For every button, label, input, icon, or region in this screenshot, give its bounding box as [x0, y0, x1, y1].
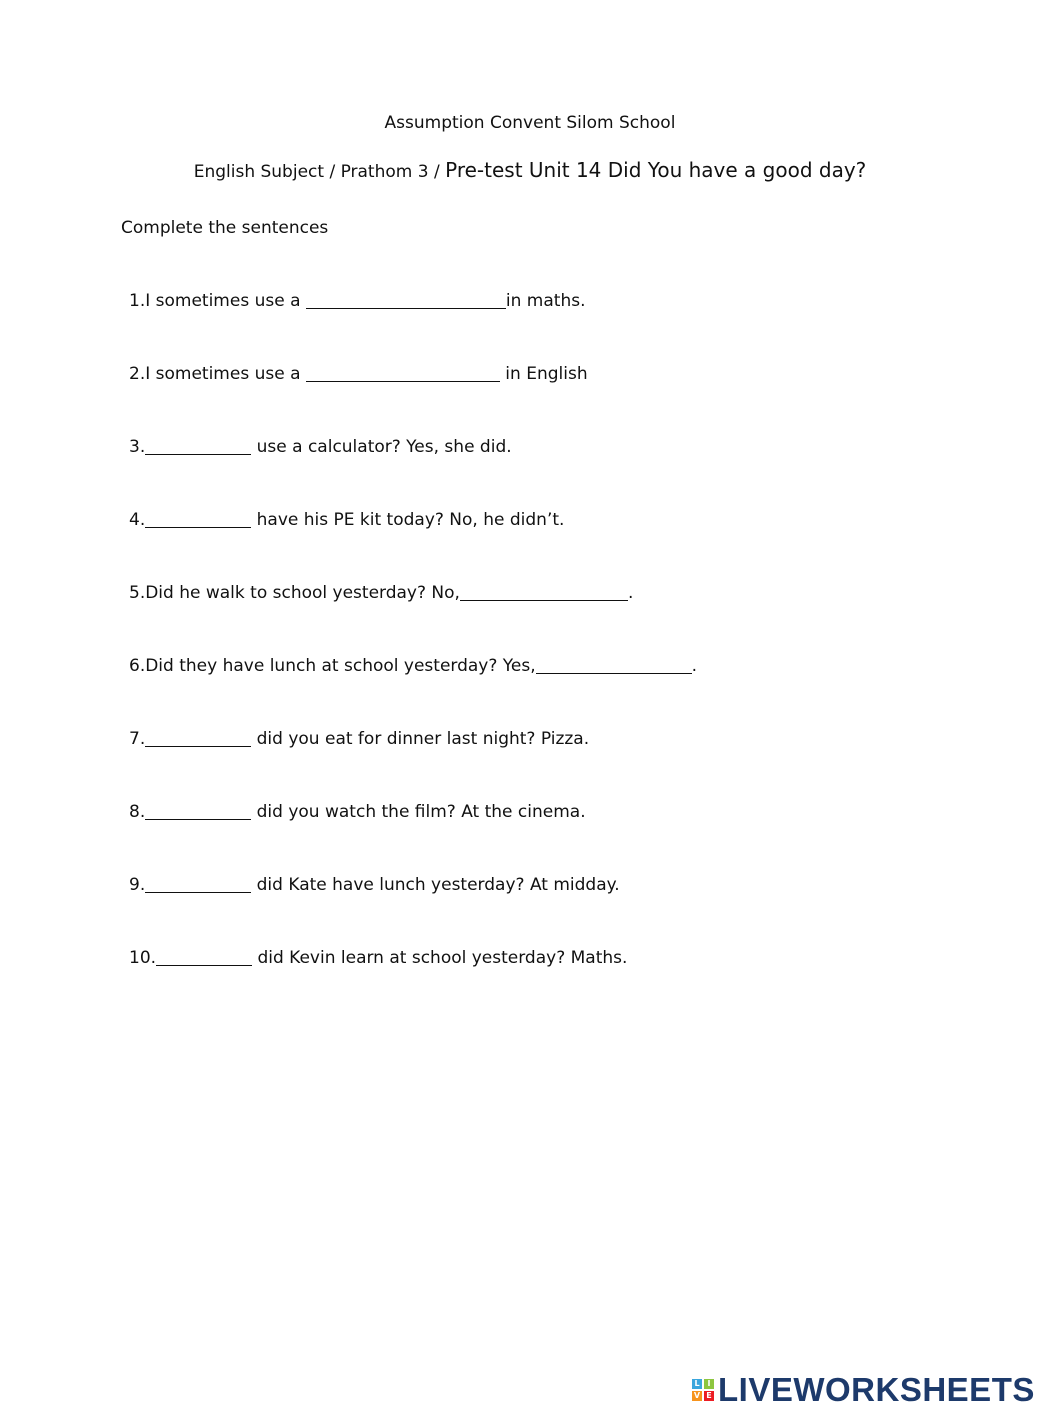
- answer-blank-2[interactable]: [306, 364, 500, 382]
- question-2: [129, 364, 588, 384]
- question-5: [129, 583, 633, 603]
- question-9: [129, 875, 620, 895]
- question-1: [129, 291, 586, 311]
- question-8: [129, 802, 586, 822]
- logo-letter-v: V: [693, 1391, 701, 1400]
- question-text-before: 7.: [129, 729, 146, 749]
- question-text-before: 2.I sometimes use a: [129, 364, 306, 384]
- question-text-before: 9.: [129, 875, 146, 895]
- logo-icon: [692, 1379, 714, 1401]
- question-4: [129, 510, 564, 530]
- question-text-after: did you watch the film? At the cinema.: [251, 802, 586, 822]
- instructions: Complete the sentences: [121, 218, 329, 238]
- question-text-after: in maths.: [505, 291, 586, 311]
- logo-text: LIVEWORKSHEETS: [718, 1371, 1035, 1408]
- answer-blank-6[interactable]: [536, 656, 692, 674]
- question-text-after: did Kevin learn at school yesterday? Maths.: [252, 948, 628, 968]
- question-6: [129, 656, 697, 676]
- answer-blank-4[interactable]: [145, 510, 251, 528]
- subject-label: English Subject / Prathom 3 /: [193, 162, 440, 182]
- question-text-after: in English: [499, 364, 588, 384]
- question-text-before: 6.Did they have lunch at school yesterday? Yes,: [129, 656, 536, 676]
- question-7: [129, 729, 589, 749]
- worksheet-subtitle: [0, 158, 1060, 182]
- school-name: Assumption Convent Silom School: [384, 113, 676, 133]
- answer-blank-1[interactable]: [306, 291, 506, 309]
- question-text-after: .: [627, 583, 634, 603]
- question-text-before: 10.: [129, 948, 157, 968]
- question-text-after: have his PE kit today? No, he didn’t.: [251, 510, 565, 530]
- question-text-before: 5.Did he walk to school yesterday? No,: [129, 583, 460, 603]
- liveworksheets-logo: [692, 1371, 1035, 1408]
- answer-blank-7[interactable]: [145, 729, 251, 747]
- question-10: [129, 948, 627, 968]
- answer-blank-10[interactable]: [156, 948, 252, 966]
- question-text-after: did you eat for dinner last night? Pizza.: [251, 729, 590, 749]
- question-text-before: 8.: [129, 802, 146, 822]
- question-text-before: 4.: [129, 510, 146, 530]
- question-text-after: .: [691, 656, 698, 676]
- answer-blank-5[interactable]: [460, 583, 628, 601]
- answer-blank-9[interactable]: [145, 875, 251, 893]
- logo-letter-i: I: [704, 1379, 714, 1389]
- answer-blank-8[interactable]: [145, 802, 251, 820]
- answer-blank-3[interactable]: [145, 437, 251, 455]
- question-text-before: 1.I sometimes use a: [129, 291, 306, 311]
- logo-letter-e: E: [704, 1391, 714, 1401]
- question-text-after: did Kate have lunch yesterday? At midday.: [251, 875, 620, 895]
- question-text-before: 3.: [129, 437, 146, 457]
- test-title: Pre-test Unit 14 Did You have a good day?: [445, 158, 867, 182]
- question-text-after: use a calculator? Yes, she did.: [251, 437, 512, 457]
- question-3: [129, 437, 512, 457]
- logo-letter-l: L: [692, 1379, 702, 1389]
